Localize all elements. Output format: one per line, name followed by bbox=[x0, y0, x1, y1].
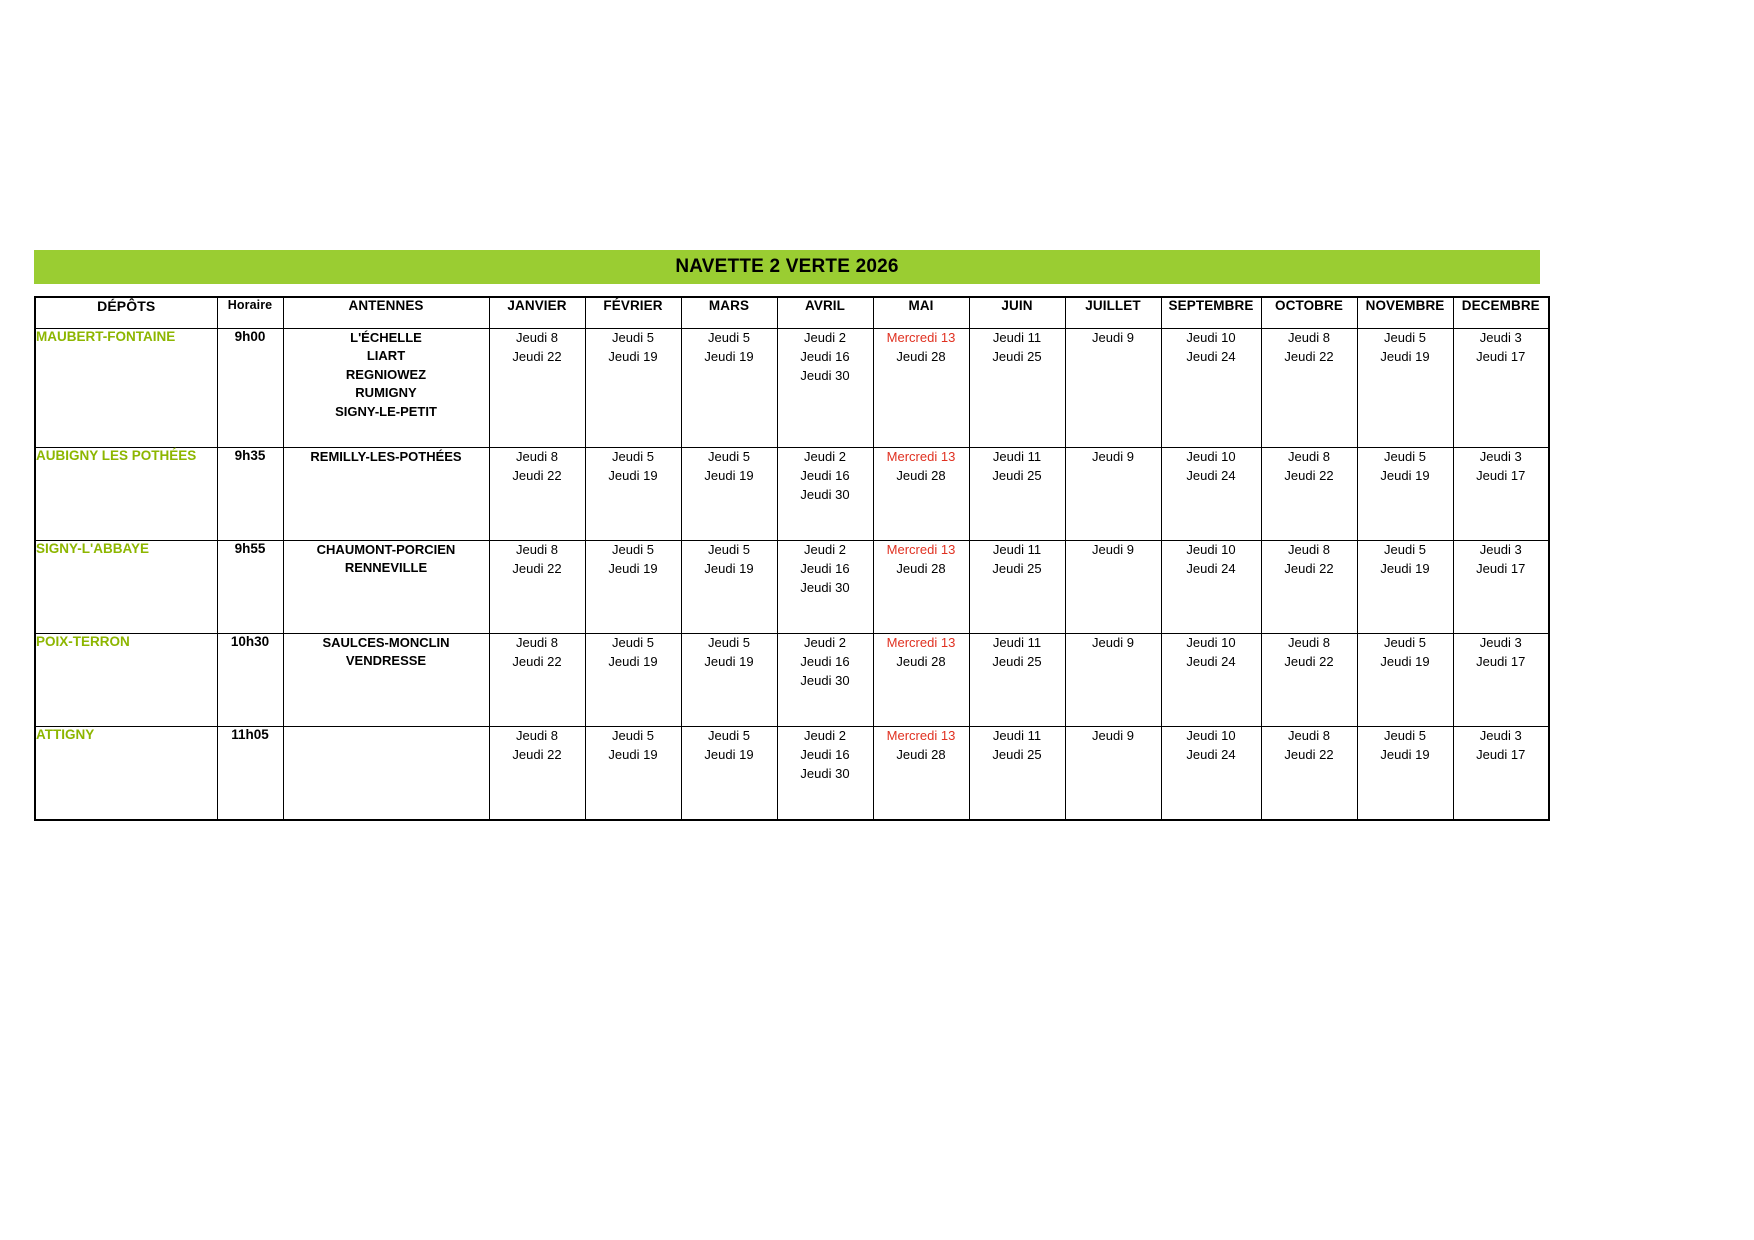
cell-horaire: 10h30 bbox=[217, 634, 283, 727]
date-entry: Jeudi 2 bbox=[804, 330, 846, 345]
date-entry: Jeudi 11 bbox=[992, 728, 1042, 743]
cell-month-dates bbox=[777, 329, 873, 448]
header-row bbox=[35, 297, 1549, 329]
date-entry: Jeudi 9 bbox=[1092, 330, 1134, 345]
antenne-item: L'ÉCHELLE bbox=[350, 330, 422, 345]
date-entry: Jeudi 2 bbox=[804, 728, 846, 743]
document-title-bar bbox=[34, 250, 1540, 284]
date-entry: Jeudi 19 bbox=[608, 653, 658, 669]
date-entry: Jeudi 3 bbox=[1479, 542, 1522, 557]
date-entry: Jeudi 24 bbox=[1186, 348, 1236, 364]
date-entry: Jeudi 22 bbox=[512, 348, 562, 364]
date-entry: Jeudi 22 bbox=[1284, 467, 1334, 483]
date-entry: Jeudi 22 bbox=[512, 467, 562, 483]
cell-month-dates bbox=[1261, 727, 1357, 821]
cell-month-dates bbox=[969, 448, 1065, 541]
cell-month-dates bbox=[969, 541, 1065, 634]
antenne-item: REGNIOWEZ bbox=[345, 366, 427, 382]
cell-month-dates bbox=[681, 448, 777, 541]
date-entry: Jeudi 30 bbox=[800, 367, 850, 383]
cell-month-dates bbox=[1357, 541, 1453, 634]
cell-month-dates bbox=[1453, 727, 1549, 821]
table-body bbox=[35, 329, 1549, 821]
cell-month-dates bbox=[585, 541, 681, 634]
cell-month-dates bbox=[681, 541, 777, 634]
date-entry: Jeudi 24 bbox=[1186, 560, 1236, 576]
cell-month-dates bbox=[489, 448, 585, 541]
cell-depot: ATTIGNY bbox=[35, 727, 217, 821]
column-header-fevrier: FÉVRIER bbox=[585, 297, 681, 329]
date-entry-highlighted: Mercredi 13 bbox=[886, 542, 956, 557]
date-entry: Jeudi 17 bbox=[1476, 746, 1526, 762]
cell-month-dates bbox=[1261, 634, 1357, 727]
cell-antennes bbox=[283, 329, 489, 448]
date-entry: Jeudi 16 bbox=[800, 467, 850, 483]
cell-month-dates bbox=[1065, 448, 1161, 541]
date-entry: Jeudi 25 bbox=[992, 746, 1042, 762]
date-entry: Jeudi 10 bbox=[1186, 449, 1236, 464]
date-entry: Jeudi 3 bbox=[1479, 728, 1522, 743]
date-entry: Jeudi 22 bbox=[512, 746, 562, 762]
column-header-septembre: SEPTEMBRE bbox=[1161, 297, 1261, 329]
column-header-decembre: DECEMBRE bbox=[1453, 297, 1549, 329]
date-entry: Jeudi 5 bbox=[1384, 449, 1426, 464]
cell-month-dates bbox=[873, 727, 969, 821]
date-entry: Jeudi 16 bbox=[800, 560, 850, 576]
column-header-octobre: OCTOBRE bbox=[1261, 297, 1357, 329]
cell-month-dates bbox=[1065, 541, 1161, 634]
table-row bbox=[35, 329, 1549, 448]
date-entry: Jeudi 22 bbox=[512, 653, 562, 669]
cell-month-dates bbox=[1161, 634, 1261, 727]
cell-horaire: 9h55 bbox=[217, 541, 283, 634]
table-header bbox=[35, 297, 1549, 329]
antenne-item: SAULCES-MONCLIN bbox=[322, 635, 450, 650]
date-entry: Jeudi 8 bbox=[516, 449, 558, 464]
cell-month-dates bbox=[873, 448, 969, 541]
date-entry: Jeudi 9 bbox=[1092, 542, 1134, 557]
date-entry: Jeudi 19 bbox=[1380, 348, 1430, 364]
cell-horaire: 9h00 bbox=[217, 329, 283, 448]
cell-antennes bbox=[283, 634, 489, 727]
date-entry: Jeudi 8 bbox=[516, 635, 558, 650]
cell-month-dates bbox=[681, 634, 777, 727]
schedule-table bbox=[34, 296, 1550, 821]
date-entry: Jeudi 19 bbox=[1380, 653, 1430, 669]
date-entry: Jeudi 25 bbox=[992, 653, 1042, 669]
column-header-avril: AVRIL bbox=[777, 297, 873, 329]
date-entry: Jeudi 8 bbox=[516, 330, 558, 345]
cell-month-dates bbox=[873, 541, 969, 634]
date-entry: Jeudi 25 bbox=[992, 467, 1042, 483]
antenne-item: SIGNY-LE-PETIT bbox=[335, 403, 437, 419]
cell-depot: AUBIGNY LES POTHÉES bbox=[35, 448, 217, 541]
antenne-item: RENNEVILLE bbox=[344, 560, 428, 576]
cell-month-dates bbox=[1453, 329, 1549, 448]
date-entry: Jeudi 11 bbox=[992, 635, 1042, 650]
cell-month-dates bbox=[489, 727, 585, 821]
date-entry: Jeudi 28 bbox=[896, 467, 946, 483]
antenne-item: RUMIGNY bbox=[355, 385, 417, 401]
date-entry: Jeudi 22 bbox=[1284, 560, 1334, 576]
date-entry: Jeudi 30 bbox=[800, 486, 850, 502]
cell-month-dates bbox=[1357, 329, 1453, 448]
date-entry: Jeudi 5 bbox=[708, 635, 750, 650]
date-entry: Jeudi 30 bbox=[800, 672, 850, 688]
date-entry: Jeudi 5 bbox=[1384, 728, 1426, 743]
date-entry: Jeudi 24 bbox=[1186, 746, 1236, 762]
cell-month-dates bbox=[777, 448, 873, 541]
date-entry: Jeudi 16 bbox=[800, 653, 850, 669]
table-row bbox=[35, 727, 1549, 821]
cell-depot: MAUBERT-FONTAINE bbox=[35, 329, 217, 448]
cell-depot: SIGNY-L'ABBAYE bbox=[35, 541, 217, 634]
date-entry: Jeudi 19 bbox=[704, 467, 754, 483]
cell-month-dates bbox=[1453, 634, 1549, 727]
cell-month-dates bbox=[969, 634, 1065, 727]
table-row bbox=[35, 448, 1549, 541]
date-entry-highlighted: Mercredi 13 bbox=[886, 728, 956, 743]
date-entry: Jeudi 19 bbox=[1380, 746, 1430, 762]
date-entry: Jeudi 8 bbox=[1288, 635, 1330, 650]
cell-month-dates bbox=[489, 541, 585, 634]
date-entry: Jeudi 3 bbox=[1479, 449, 1522, 464]
cell-month-dates bbox=[1357, 727, 1453, 821]
date-entry: Jeudi 5 bbox=[1384, 635, 1426, 650]
date-entry: Jeudi 10 bbox=[1186, 635, 1236, 650]
cell-month-dates bbox=[1453, 541, 1549, 634]
cell-month-dates bbox=[1161, 329, 1261, 448]
cell-month-dates bbox=[1261, 541, 1357, 634]
date-entry: Jeudi 19 bbox=[704, 653, 754, 669]
table-row bbox=[35, 541, 1549, 634]
cell-month-dates bbox=[777, 541, 873, 634]
date-entry: Jeudi 5 bbox=[612, 635, 654, 650]
date-entry: Jeudi 11 bbox=[992, 449, 1042, 464]
column-header-juillet: JUILLET bbox=[1065, 297, 1161, 329]
cell-horaire: 9h35 bbox=[217, 448, 283, 541]
date-entry: Jeudi 25 bbox=[992, 560, 1042, 576]
date-entry-highlighted: Mercredi 13 bbox=[886, 449, 956, 464]
schedule-sheet bbox=[34, 250, 1540, 821]
date-entry: Jeudi 22 bbox=[1284, 746, 1334, 762]
date-entry: Jeudi 5 bbox=[1384, 542, 1426, 557]
date-entry: Jeudi 19 bbox=[704, 560, 754, 576]
date-entry: Jeudi 17 bbox=[1476, 653, 1526, 669]
date-entry: Jeudi 30 bbox=[800, 579, 850, 595]
date-entry: Jeudi 19 bbox=[608, 348, 658, 364]
date-entry: Jeudi 25 bbox=[992, 348, 1042, 364]
date-entry: Jeudi 9 bbox=[1092, 635, 1134, 650]
cell-month-dates bbox=[1065, 727, 1161, 821]
date-entry: Jeudi 22 bbox=[512, 560, 562, 576]
antenne-item: VENDRESSE bbox=[345, 653, 427, 669]
cell-month-dates bbox=[585, 329, 681, 448]
column-header-juin: JUIN bbox=[969, 297, 1065, 329]
date-entry: Jeudi 24 bbox=[1186, 653, 1236, 669]
cell-month-dates bbox=[1357, 634, 1453, 727]
date-entry: Jeudi 8 bbox=[1288, 728, 1330, 743]
date-entry: Jeudi 5 bbox=[612, 728, 654, 743]
date-entry: Jeudi 17 bbox=[1476, 560, 1526, 576]
date-entry: Jeudi 5 bbox=[1384, 330, 1426, 345]
cell-month-dates bbox=[585, 634, 681, 727]
cell-month-dates bbox=[489, 634, 585, 727]
date-entry: Jeudi 17 bbox=[1476, 467, 1526, 483]
antenne-item: REMILLY-LES-POTHÉES bbox=[310, 449, 462, 464]
column-header-horaire: Horaire bbox=[217, 297, 283, 329]
date-entry: Jeudi 10 bbox=[1186, 542, 1236, 557]
cell-month-dates bbox=[681, 329, 777, 448]
antenne-item: CHAUMONT-PORCIEN bbox=[316, 542, 456, 557]
date-entry: Jeudi 19 bbox=[704, 746, 754, 762]
antenne-item: LIART bbox=[366, 348, 406, 364]
date-entry: Jeudi 16 bbox=[800, 348, 850, 364]
date-entry: Jeudi 24 bbox=[1186, 467, 1236, 483]
date-entry: Jeudi 10 bbox=[1186, 330, 1236, 345]
cell-month-dates bbox=[489, 329, 585, 448]
cell-month-dates bbox=[1161, 448, 1261, 541]
column-header-depots: DÉPÔTS bbox=[35, 297, 217, 329]
date-entry: Jeudi 11 bbox=[992, 330, 1042, 345]
cell-month-dates bbox=[777, 727, 873, 821]
date-entry: Jeudi 30 bbox=[800, 765, 850, 781]
date-entry: Jeudi 2 bbox=[804, 449, 846, 464]
date-entry: Jeudi 8 bbox=[1288, 542, 1330, 557]
column-header-novembre: NOVEMBRE bbox=[1357, 297, 1453, 329]
table-row bbox=[35, 634, 1549, 727]
cell-month-dates bbox=[873, 329, 969, 448]
cell-month-dates bbox=[585, 727, 681, 821]
date-entry: Jeudi 3 bbox=[1479, 330, 1522, 345]
cell-month-dates bbox=[1065, 329, 1161, 448]
cell-month-dates bbox=[681, 727, 777, 821]
column-header-janvier: JANVIER bbox=[489, 297, 585, 329]
page-title: NAVETTE 2 VERTE 2026 bbox=[675, 256, 899, 277]
date-entry: Jeudi 5 bbox=[708, 449, 750, 464]
date-entry: Jeudi 8 bbox=[1288, 330, 1330, 345]
cell-horaire: 11h05 bbox=[217, 727, 283, 821]
date-entry: Jeudi 19 bbox=[608, 560, 658, 576]
date-entry: Jeudi 5 bbox=[708, 542, 750, 557]
date-entry: Jeudi 5 bbox=[708, 728, 750, 743]
date-entry: Jeudi 8 bbox=[1288, 449, 1330, 464]
date-entry: Jeudi 28 bbox=[896, 746, 946, 762]
date-entry: Jeudi 5 bbox=[612, 330, 654, 345]
date-entry: Jeudi 28 bbox=[896, 348, 946, 364]
date-entry: Jeudi 17 bbox=[1476, 348, 1526, 364]
cell-month-dates bbox=[1357, 448, 1453, 541]
cell-month-dates bbox=[777, 634, 873, 727]
date-entry: Jeudi 16 bbox=[800, 746, 850, 762]
date-entry: Jeudi 28 bbox=[896, 560, 946, 576]
date-entry: Jeudi 8 bbox=[516, 728, 558, 743]
cell-month-dates bbox=[873, 634, 969, 727]
date-entry-highlighted: Mercredi 13 bbox=[886, 635, 956, 650]
cell-month-dates bbox=[585, 448, 681, 541]
cell-month-dates bbox=[1261, 448, 1357, 541]
date-entry: Jeudi 2 bbox=[804, 542, 846, 557]
date-entry: Jeudi 19 bbox=[1380, 560, 1430, 576]
date-entry: Jeudi 5 bbox=[612, 449, 654, 464]
cell-antennes bbox=[283, 727, 489, 821]
cell-antennes bbox=[283, 448, 489, 541]
date-entry: Jeudi 5 bbox=[708, 330, 750, 345]
cell-antennes bbox=[283, 541, 489, 634]
date-entry: Jeudi 19 bbox=[1380, 467, 1430, 483]
cell-month-dates bbox=[969, 329, 1065, 448]
date-entry-highlighted: Mercredi 13 bbox=[886, 330, 956, 345]
date-entry: Jeudi 3 bbox=[1479, 635, 1522, 650]
column-header-antennes: ANTENNES bbox=[283, 297, 489, 329]
column-header-mai: MAI bbox=[873, 297, 969, 329]
cell-month-dates bbox=[1065, 634, 1161, 727]
date-entry: Jeudi 5 bbox=[612, 542, 654, 557]
date-entry: Jeudi 9 bbox=[1092, 728, 1134, 743]
column-header-mars: MARS bbox=[681, 297, 777, 329]
cell-depot: POIX-TERRON bbox=[35, 634, 217, 727]
cell-month-dates bbox=[1453, 448, 1549, 541]
cell-month-dates bbox=[1161, 727, 1261, 821]
date-entry: Jeudi 28 bbox=[896, 653, 946, 669]
cell-month-dates bbox=[1161, 541, 1261, 634]
cell-month-dates bbox=[1261, 329, 1357, 448]
cell-month-dates bbox=[969, 727, 1065, 821]
date-entry: Jeudi 19 bbox=[608, 467, 658, 483]
date-entry: Jeudi 11 bbox=[992, 542, 1042, 557]
date-entry: Jeudi 19 bbox=[704, 348, 754, 364]
date-entry: Jeudi 10 bbox=[1186, 728, 1236, 743]
date-entry: Jeudi 9 bbox=[1092, 449, 1134, 464]
date-entry: Jeudi 19 bbox=[608, 746, 658, 762]
date-entry: Jeudi 2 bbox=[804, 635, 846, 650]
date-entry: Jeudi 22 bbox=[1284, 348, 1334, 364]
date-entry: Jeudi 22 bbox=[1284, 653, 1334, 669]
date-entry: Jeudi 8 bbox=[516, 542, 558, 557]
